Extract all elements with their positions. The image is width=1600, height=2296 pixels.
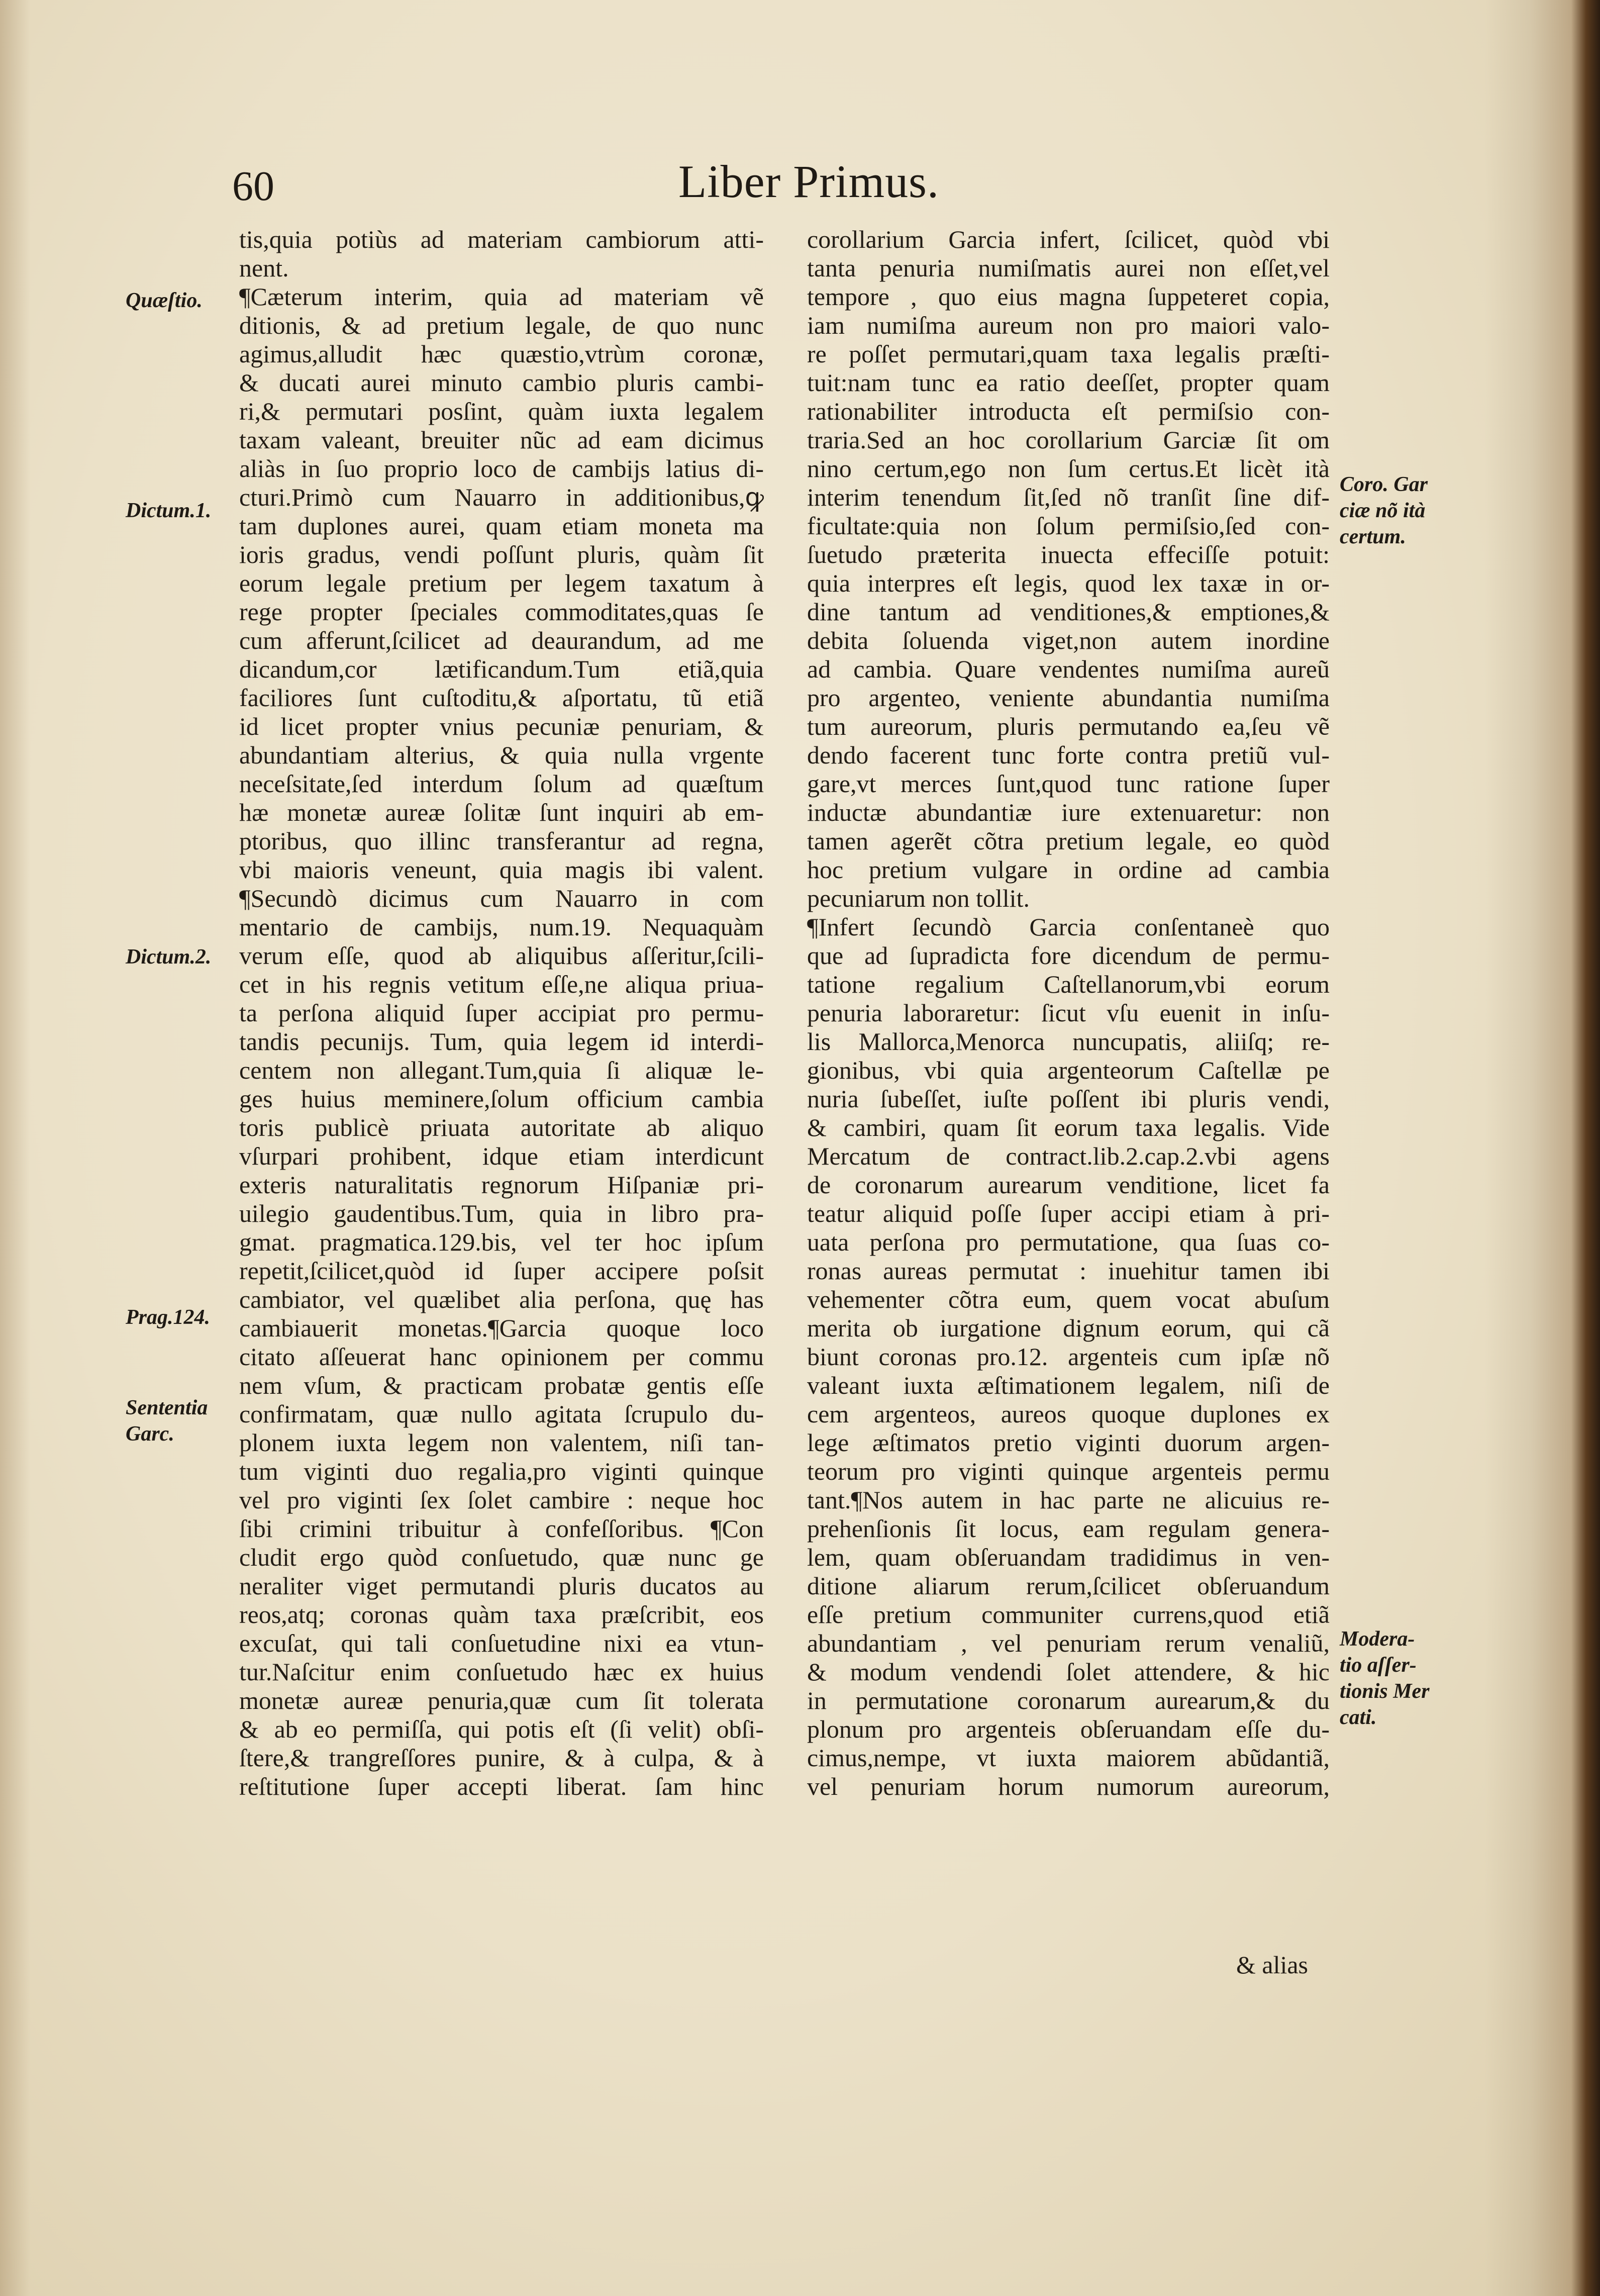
text-line: ¶Infert ſecundò Garcia conſentaneè quo <box>807 913 1330 941</box>
text-line: neceſsitate,ſed interdum ſolum ad quæſtum <box>239 770 764 798</box>
text-line: cturi.Primò cum Nauarro in additionibus,ꝙ <box>239 483 764 511</box>
text-line: abundantiam alterius, & quia nulla vrgente <box>239 741 764 769</box>
text-line: tam duplones aurei, quam etiam moneta ma <box>239 512 764 540</box>
text-line: & ducati aurei minuto cambio pluris cambi- <box>239 368 764 397</box>
text-line: inductæ abundantiæ iure extenuaretur: non <box>807 798 1330 826</box>
text-line: rationabiliter introducta eſt permiſsio con- <box>807 397 1330 425</box>
text-line: ſtere,& trangreſſores punire, & à culpa, & à <box>239 1744 764 1772</box>
text-line: ad cambia. Quare vendentes numiſma aureũ <box>807 655 1330 683</box>
text-line: tandis pecunijs. Tum, quia legem id interdi- <box>239 1027 764 1056</box>
text-line: ſuetudo præterita inuecta effeciſſe potuit: <box>807 540 1330 568</box>
text-column-left <box>239 225 764 1801</box>
text-line: nuria ſubeſſet, iuſte poſſent ibi pluris vendi, <box>807 1085 1330 1113</box>
text-line: cimus,nempe, vt iuxta maiorem abũdantiã, <box>807 1744 1330 1772</box>
text-line: teatur aliquid poſſe ſuper accipi etiam à pri- <box>807 1199 1330 1227</box>
text-line: quia interpres eſt legis, quod lex taxæ in or- <box>807 569 1330 597</box>
text-line: tum aureorum, pluris permutando ea,ſeu vẽ <box>807 712 1330 740</box>
text-line: tuit:nam tunc ea ratio deeſſet, propter quam <box>807 368 1330 397</box>
text-line: reſtitutione ſuper accepti liberat. ſam hinc <box>239 1772 764 1800</box>
text-line: gare,vt merces ſunt,quod tunc ratione ſuper <box>807 770 1330 798</box>
text-line: excuſat, qui tali conſuetudine nixi ea vtun- <box>239 1629 764 1657</box>
text-line: mentario de cambijs, num.19. Nequaquàm <box>239 913 764 941</box>
text-line: confirmatam, quæ nullo agitata ſcrupulo du- <box>239 1400 764 1428</box>
text-line: agimus,alludit hæc quæstio,vtrùm coronæ, <box>239 340 764 368</box>
text-line: vbi maioris veneunt, quia magis ibi valent. <box>239 855 764 884</box>
text-line: re poſſet permutari,quam taxa legalis præſti- <box>807 340 1330 368</box>
text-line: ptoribus, quo illinc transferantur ad regna, <box>239 827 764 855</box>
page-left-shading <box>0 0 30 2296</box>
text-line: biunt coronas pro.12. argenteis cum ipſæ nõ <box>807 1343 1330 1371</box>
text-line: que ad ſupradicta fore dicendum de permu- <box>807 941 1330 970</box>
text-line: gionibus, vbi quia argenteorum Caſtellæ pe <box>807 1056 1330 1084</box>
text-line: tempore , quo eius magna ſuppeteret copia, <box>807 282 1330 311</box>
text-line: dine tantum ad venditiones,& emptiones,& <box>807 598 1330 626</box>
text-line: plonem iuxta legem non valentem, niſi tan- <box>239 1428 764 1457</box>
text-line: teorum pro viginti quinque argenteis permu <box>807 1457 1330 1485</box>
text-line: lem, quam obſeruandam tradidimus in ven- <box>807 1543 1330 1571</box>
text-line: ¶Secundò dicimus cum Nauarro in com <box>239 884 764 912</box>
text-line: cambiauerit monetas.¶Garcia quoque loco <box>239 1314 764 1342</box>
text-line: & modum vendendi ſolet attendere, & hic <box>807 1658 1330 1686</box>
margin-note-dictum-2: Dictum.2. <box>126 945 212 969</box>
text-line: id licet propter vnius pecuniæ penuriam, & <box>239 712 764 740</box>
margin-note-coro: Coro. Gar ciæ nõ ità certum. <box>1340 473 1428 548</box>
text-line: traria.Sed an hoc corollarium Garciæ ſit om <box>807 426 1330 454</box>
text-line: lis Mallorca,Menorca nuncupatis, aliiſq; re- <box>807 1027 1330 1056</box>
text-line: abundantiam , vel penuriam rerum venaliũ, <box>807 1629 1330 1657</box>
text-line: exteris naturalitatis regnorum Hiſpaniæ pri- <box>239 1171 764 1199</box>
text-line: monetæ aureæ penuria,quæ cum ſit tolerata <box>239 1686 764 1714</box>
page-number: 60 <box>232 163 274 210</box>
text-line: iam numiſma aureum non pro maiori valo- <box>807 311 1330 339</box>
text-line: interim tenendum ſit,ſed nõ tranſit ſine dif- <box>807 483 1330 511</box>
text-line: reos,atq; coronas quàm taxa præſcribit, eos <box>239 1600 764 1629</box>
text-line: cet in his regnis vetitum eſſe,ne aliqua priua- <box>239 970 764 998</box>
text-line: corollarium Garcia infert, ſcilicet, quòd vbi <box>807 225 1330 253</box>
margin-note-dictum-1: Dictum.1. <box>126 499 212 522</box>
margin-note-sententia: Sententia Garc. <box>126 1396 208 1446</box>
text-line: cludit ergo quòd conſuetudo, quæ nunc ge <box>239 1543 764 1571</box>
text-line: repetit,ſcilicet,quòd id ſuper accipere poſsit <box>239 1257 764 1285</box>
margin-note-quaestio: Quæſtio. <box>126 289 203 312</box>
text-line: prehenſionis ſit locus, eam regulam genera- <box>807 1514 1330 1543</box>
text-line: lege æſtimatos pretio viginti duorum argen- <box>807 1428 1330 1457</box>
text-line: verum eſſe, quod ab aliquibus aſſeritur,ſcili- <box>239 941 764 970</box>
text-line: ditione aliarum rerum,ſcilicet obſeruandum <box>807 1572 1330 1600</box>
text-line: & ab eo permiſſa, qui potis eſt (ſi velit) obſi- <box>239 1715 764 1743</box>
text-line: ioris gradus, vendi poſſunt pluris, quàm ſit <box>239 540 764 568</box>
text-line: pecuniarum non tollit. <box>807 884 1030 912</box>
text-line: nino certum,ego non ſum certus.Et licèt ità <box>807 454 1330 483</box>
text-line: Mercatum de contract.lib.2.cap.2.vbi agens <box>807 1142 1330 1170</box>
text-line: valeant iuxta æſtimationem legalem, niſi de <box>807 1371 1330 1399</box>
text-line: eſſe pretium communiter currens,quod etiã <box>807 1600 1330 1629</box>
text-line: nent. <box>239 254 289 282</box>
text-line: aliàs in ſuo proprio loco de cambijs latius di- <box>239 454 764 483</box>
text-line: & cambiri, quam ſit eorum taxa legalis. Vide <box>807 1113 1330 1141</box>
text-line: ta perſona aliquid ſuper accipiat pro permu- <box>239 999 764 1027</box>
text-line: ronas aureas permutat : inuehitur tamen ibi <box>807 1257 1330 1285</box>
text-line: nem vſum, & practicam probatæ gentis eſſe <box>239 1371 764 1399</box>
text-line: citato aſſeuerat hanc opinionem per commu <box>239 1343 764 1371</box>
text-line: ſibi crimini tribuitur à confeſſoribus. ¶Con <box>239 1514 764 1543</box>
running-title: Liber Primus. <box>678 156 939 207</box>
text-line: ges huius meminere,ſolum officium cambia <box>239 1085 764 1113</box>
text-line: vel pro viginti ſex ſolet cambire : neque hoc <box>239 1486 764 1514</box>
text-line: toris publicè priuata autoritate ab aliquo <box>239 1113 764 1141</box>
text-line: in permutatione coronarum aurearum,& du <box>807 1686 1330 1714</box>
margin-note-moderatio: Modera- tio aſſer- tionis Mer cati. <box>1340 1628 1430 1729</box>
text-line: tanta penuria numiſmatis aurei non eſſet,vel <box>807 254 1330 282</box>
text-line: de coronarum aurearum venditione, licet fa <box>807 1171 1330 1199</box>
text-line: ¶Cæterum interim, quia ad materiam vẽ <box>239 282 764 311</box>
text-line: dendo facerent tunc forte contra pretiũ vul- <box>807 741 1330 769</box>
text-line: gmat. pragmatica.129.bis, vel ter hoc ipſum <box>239 1228 764 1256</box>
text-line: taxam valeant, breuiter nũc ad eam dicimus <box>239 426 764 454</box>
text-line: hoc pretium vulgare in ordine ad cambia <box>807 855 1330 884</box>
text-line: merita ob iurgatione dignum eorum, qui cã <box>807 1314 1330 1342</box>
text-line: vſurpari prohibent, idque etiam interdicunt <box>239 1142 764 1170</box>
text-line: neraliter viget permutandi pluris ducatos au <box>239 1572 764 1600</box>
text-line: cum afferunt,ſcilicet ad deaurandum, ad me <box>239 626 764 654</box>
text-line: uata perſona pro permutatione, qua ſuas co- <box>807 1228 1330 1256</box>
text-line: tant.¶Nos autem in hac parte ne alicuius re- <box>807 1486 1330 1514</box>
text-line: uilegio gaudentibus.Tum, quia in libro pra- <box>239 1199 764 1227</box>
text-line: faciliores ſunt cuſtoditu,& aſportatu, tũ etiã <box>239 684 764 712</box>
text-line: centem non allegant.Tum,quia ſi aliquæ le- <box>239 1056 764 1084</box>
text-line: tatione regalium Caſtellanorum,vbi eorum <box>807 970 1330 998</box>
text-line: penuria laboraretur: ſicut vſu euenit in inſu- <box>807 999 1330 1027</box>
text-line: plonum pro argenteis obſeruandam eſſe du- <box>807 1715 1330 1743</box>
text-line: debita ſoluenda viget,non autem inordine <box>807 626 1330 654</box>
text-column-right <box>807 225 1330 1801</box>
catchword: & alias <box>1236 1951 1309 1979</box>
text-line: vel penuriam horum numorum aureorum, <box>807 1772 1330 1800</box>
text-line: tur.Naſcitur enim conſuetudo hæc ex huius <box>239 1658 764 1686</box>
page-binding-edge <box>1484 0 1600 2296</box>
text-line: ficultate:quia non ſolum permiſsio,ſed con- <box>807 512 1330 540</box>
text-line: tamen agerẽt cõtra pretium legale, eo quòd <box>807 827 1330 855</box>
text-line: ditionis, & ad pretium legale, de quo nunc <box>239 311 764 339</box>
text-line: cem argenteos, aureos quoque duplones ex <box>807 1400 1330 1428</box>
text-line: rege propter ſpeciales commoditates,quas ſe <box>239 598 764 626</box>
text-line: dicandum,cor lætificandum.Tum etiã,quia <box>239 655 764 683</box>
text-line: tis,quia potiùs ad materiam cambiorum atti- <box>239 225 764 253</box>
text-line: cambiator, vel quælibet alia perſona, quę has <box>239 1285 764 1313</box>
text-line: vehementer cõtra eum, quem vocat abuſum <box>807 1285 1330 1313</box>
text-line: ri,& permutari posſint, quàm iuxta legalem <box>239 397 764 425</box>
text-line: tum viginti duo regalia,pro viginti quinque <box>239 1457 764 1485</box>
text-line: pro argenteo, veniente abundantia numiſma <box>807 684 1330 712</box>
margin-note-prag: Prag.124. <box>126 1306 210 1329</box>
text-line: hæ monetæ aureæ ſolitæ ſunt inquiri ab em- <box>239 798 764 826</box>
text-line: eorum legale pretium per legem taxatum à <box>239 569 764 597</box>
